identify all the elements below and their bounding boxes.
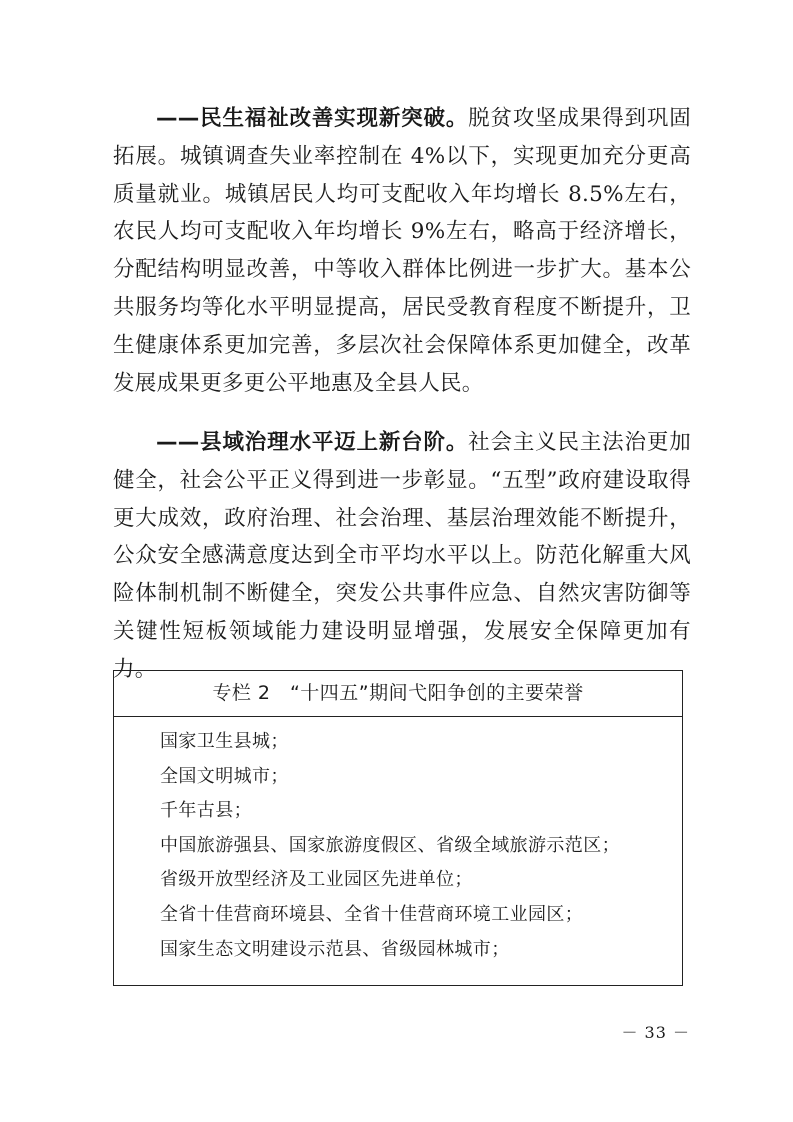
honors-column-box — [113, 670, 683, 986]
list-item: 千年古县； — [160, 800, 252, 822]
paragraph-body: 社会主义民主法治更加健全，社会公平正义得到进一步彰显。“五型”政府建设取得更大成效，政府治理、社会治理、基层治理效能不断提升，公众安全感满意度达到全市平均水平以上。防范化解重大风险体制机制不断健全，突发公共事件应急、自然灾害防御等关键性短板领域能力建设明显增强，发展安全保障更加有力。 — [113, 430, 691, 682]
box-title: 专栏 2 “十四五”期间弋阳争创的主要荣誉 — [114, 671, 682, 717]
list-item: 全省十佳营商环境县、全省十佳营商环境工业园区； — [160, 903, 584, 925]
page-number: － 33 － — [621, 1023, 690, 1042]
honors-list — [114, 717, 682, 967]
list-item: 国家卫生县城； — [160, 731, 289, 752]
paragraph-heading: ——民生福祉改善实现新突破。 — [156, 106, 469, 131]
paragraph-governance — [113, 424, 691, 689]
list-item: 省级开放型经济及工业园区先进单位； — [160, 869, 473, 891]
paragraph-heading: ——县域治理水平迈上新台阶。 — [156, 430, 469, 455]
paragraph-body: 脱贫攻坚成果得到巩固拓展。城镇调查失业率控制在 4%以下，实现更加充分更高质量就业。城镇居民人均可支配收入年均增长 8.5%左右，农民人均可支配收入年均增长 9%左右，略高于经济增长，分配结构明显改善，中等收入群体比例进一步扩大。基本公共服务均等化水平明显提高，居民受教育程度不断提升，卫生健康体系更加完善，多层次社会保障体系更加健全，改革发展成果更多更公平地惠及全县人民。 — [113, 106, 691, 396]
list-item: 国家生态文明建设示范县、省级园林城市； — [160, 938, 510, 960]
list-item: 中国旅游强县、国家旅游度假区、省级全域旅游示范区； — [160, 834, 620, 856]
paragraph-livelihood — [113, 100, 691, 402]
list-item: 全国文明城市； — [160, 765, 289, 787]
